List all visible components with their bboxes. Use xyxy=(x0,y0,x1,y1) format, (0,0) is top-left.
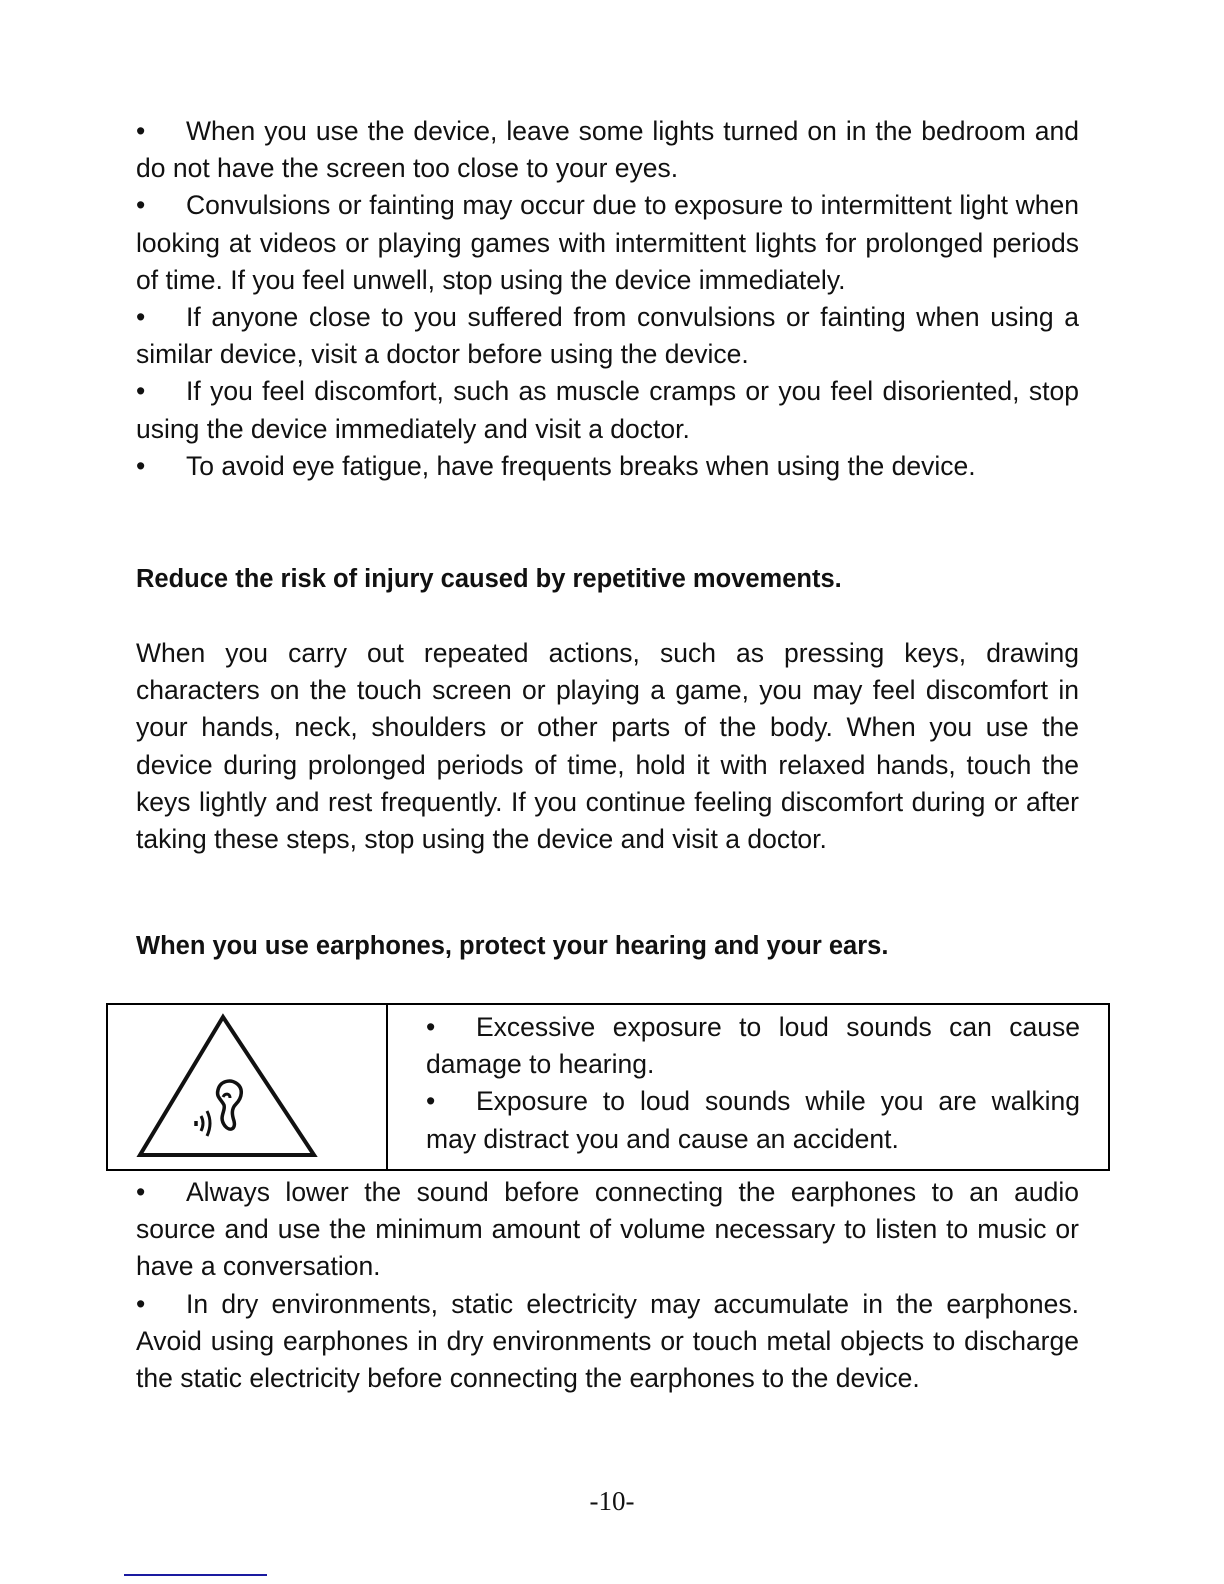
bullet-text: Always lower the sound before connecting the earphones to an audio source and use the minimum amount of volume necessary to listen to music or have a conversation. xyxy=(136,1177,1079,1282)
bullet: • xyxy=(136,1177,146,1207)
list-item xyxy=(136,1174,1079,1286)
bullet-text: When you use the device, leave some lights turned on in the bedroom and do not have the screen too close to your eyes. xyxy=(136,116,1079,184)
list-item xyxy=(136,187,1079,299)
paragraph-text: When you carry out repeated actions, such as pressing keys, drawing characters on the touch screen or playing a game, you may feel discomfort in your hands, neck, shoulders or other parts of the body. When you use the device during prolonged periods of time, hold it with relaxed hands, touch the keys lightly and rest frequently. If you continue feeling discomfort during or after taking these steps, stop using the device and visit a doctor. xyxy=(136,638,1079,855)
top-bullet-list xyxy=(136,113,1079,485)
bullet: • xyxy=(136,1288,146,1319)
bullet: • xyxy=(136,450,146,481)
hearing-warning-icon xyxy=(108,1005,386,1169)
footer-rule xyxy=(124,1574,267,1576)
bullet-text: Exposure to loud sounds while you are walking may distract you and cause an accident. xyxy=(426,1086,1080,1154)
bullet: • xyxy=(426,1012,436,1042)
bullet-text: To avoid eye fatigue, have frequents breaks when using the device. xyxy=(186,450,976,481)
list-item xyxy=(136,113,1079,187)
list-item xyxy=(136,448,1079,485)
list-item xyxy=(426,1009,1080,1083)
list-item xyxy=(136,373,1079,447)
bullet-text: If anyone close to you suffered from convulsions or fainting when using a similar device, visit a doctor before using the device. xyxy=(136,302,1079,370)
list-item xyxy=(136,299,1079,373)
bullet-text: Convulsions or fainting may occur due to exposure to intermittent light when looking at videos or playing games with intermittent lights for prolonged periods of time. If you feel unwell, stop using the device immediately. xyxy=(136,190,1079,295)
bullet-text: Excessive exposure to loud sounds can cause damage to hearing. xyxy=(426,1012,1080,1080)
list-item xyxy=(136,1286,1079,1398)
bullet-text: In dry environments, static electricity may accumulate in the earphones. Avoid using earphones in dry environments or touch metal objects to discharge the static electricity before connecting the earphones to the device. xyxy=(136,1288,1079,1394)
list-item xyxy=(426,1083,1080,1157)
bottom-bullet-list xyxy=(136,1174,1079,1397)
bullet: • xyxy=(136,116,146,146)
warning-text-cell xyxy=(426,1009,1080,1158)
paragraph-repetitive xyxy=(136,635,1079,858)
bullet-text: If you feel discomfort, such as muscle cramps or you feel disoriented, stop using the device immediately and visit a doctor. xyxy=(136,376,1079,444)
section-heading-earphones: When you use earphones, protect your hearing and your ears. xyxy=(136,932,889,960)
bullet: • xyxy=(136,376,146,407)
bullet: • xyxy=(426,1086,436,1117)
hearing-warning-table xyxy=(106,1003,1110,1171)
bullet: • xyxy=(136,302,146,333)
warning-icon-cell xyxy=(108,1005,388,1169)
section-heading-repetitive: Reduce the risk of injury caused by repetitive movements. xyxy=(136,565,842,593)
page-number: -10- xyxy=(589,1486,635,1516)
bullet: • xyxy=(136,190,146,221)
